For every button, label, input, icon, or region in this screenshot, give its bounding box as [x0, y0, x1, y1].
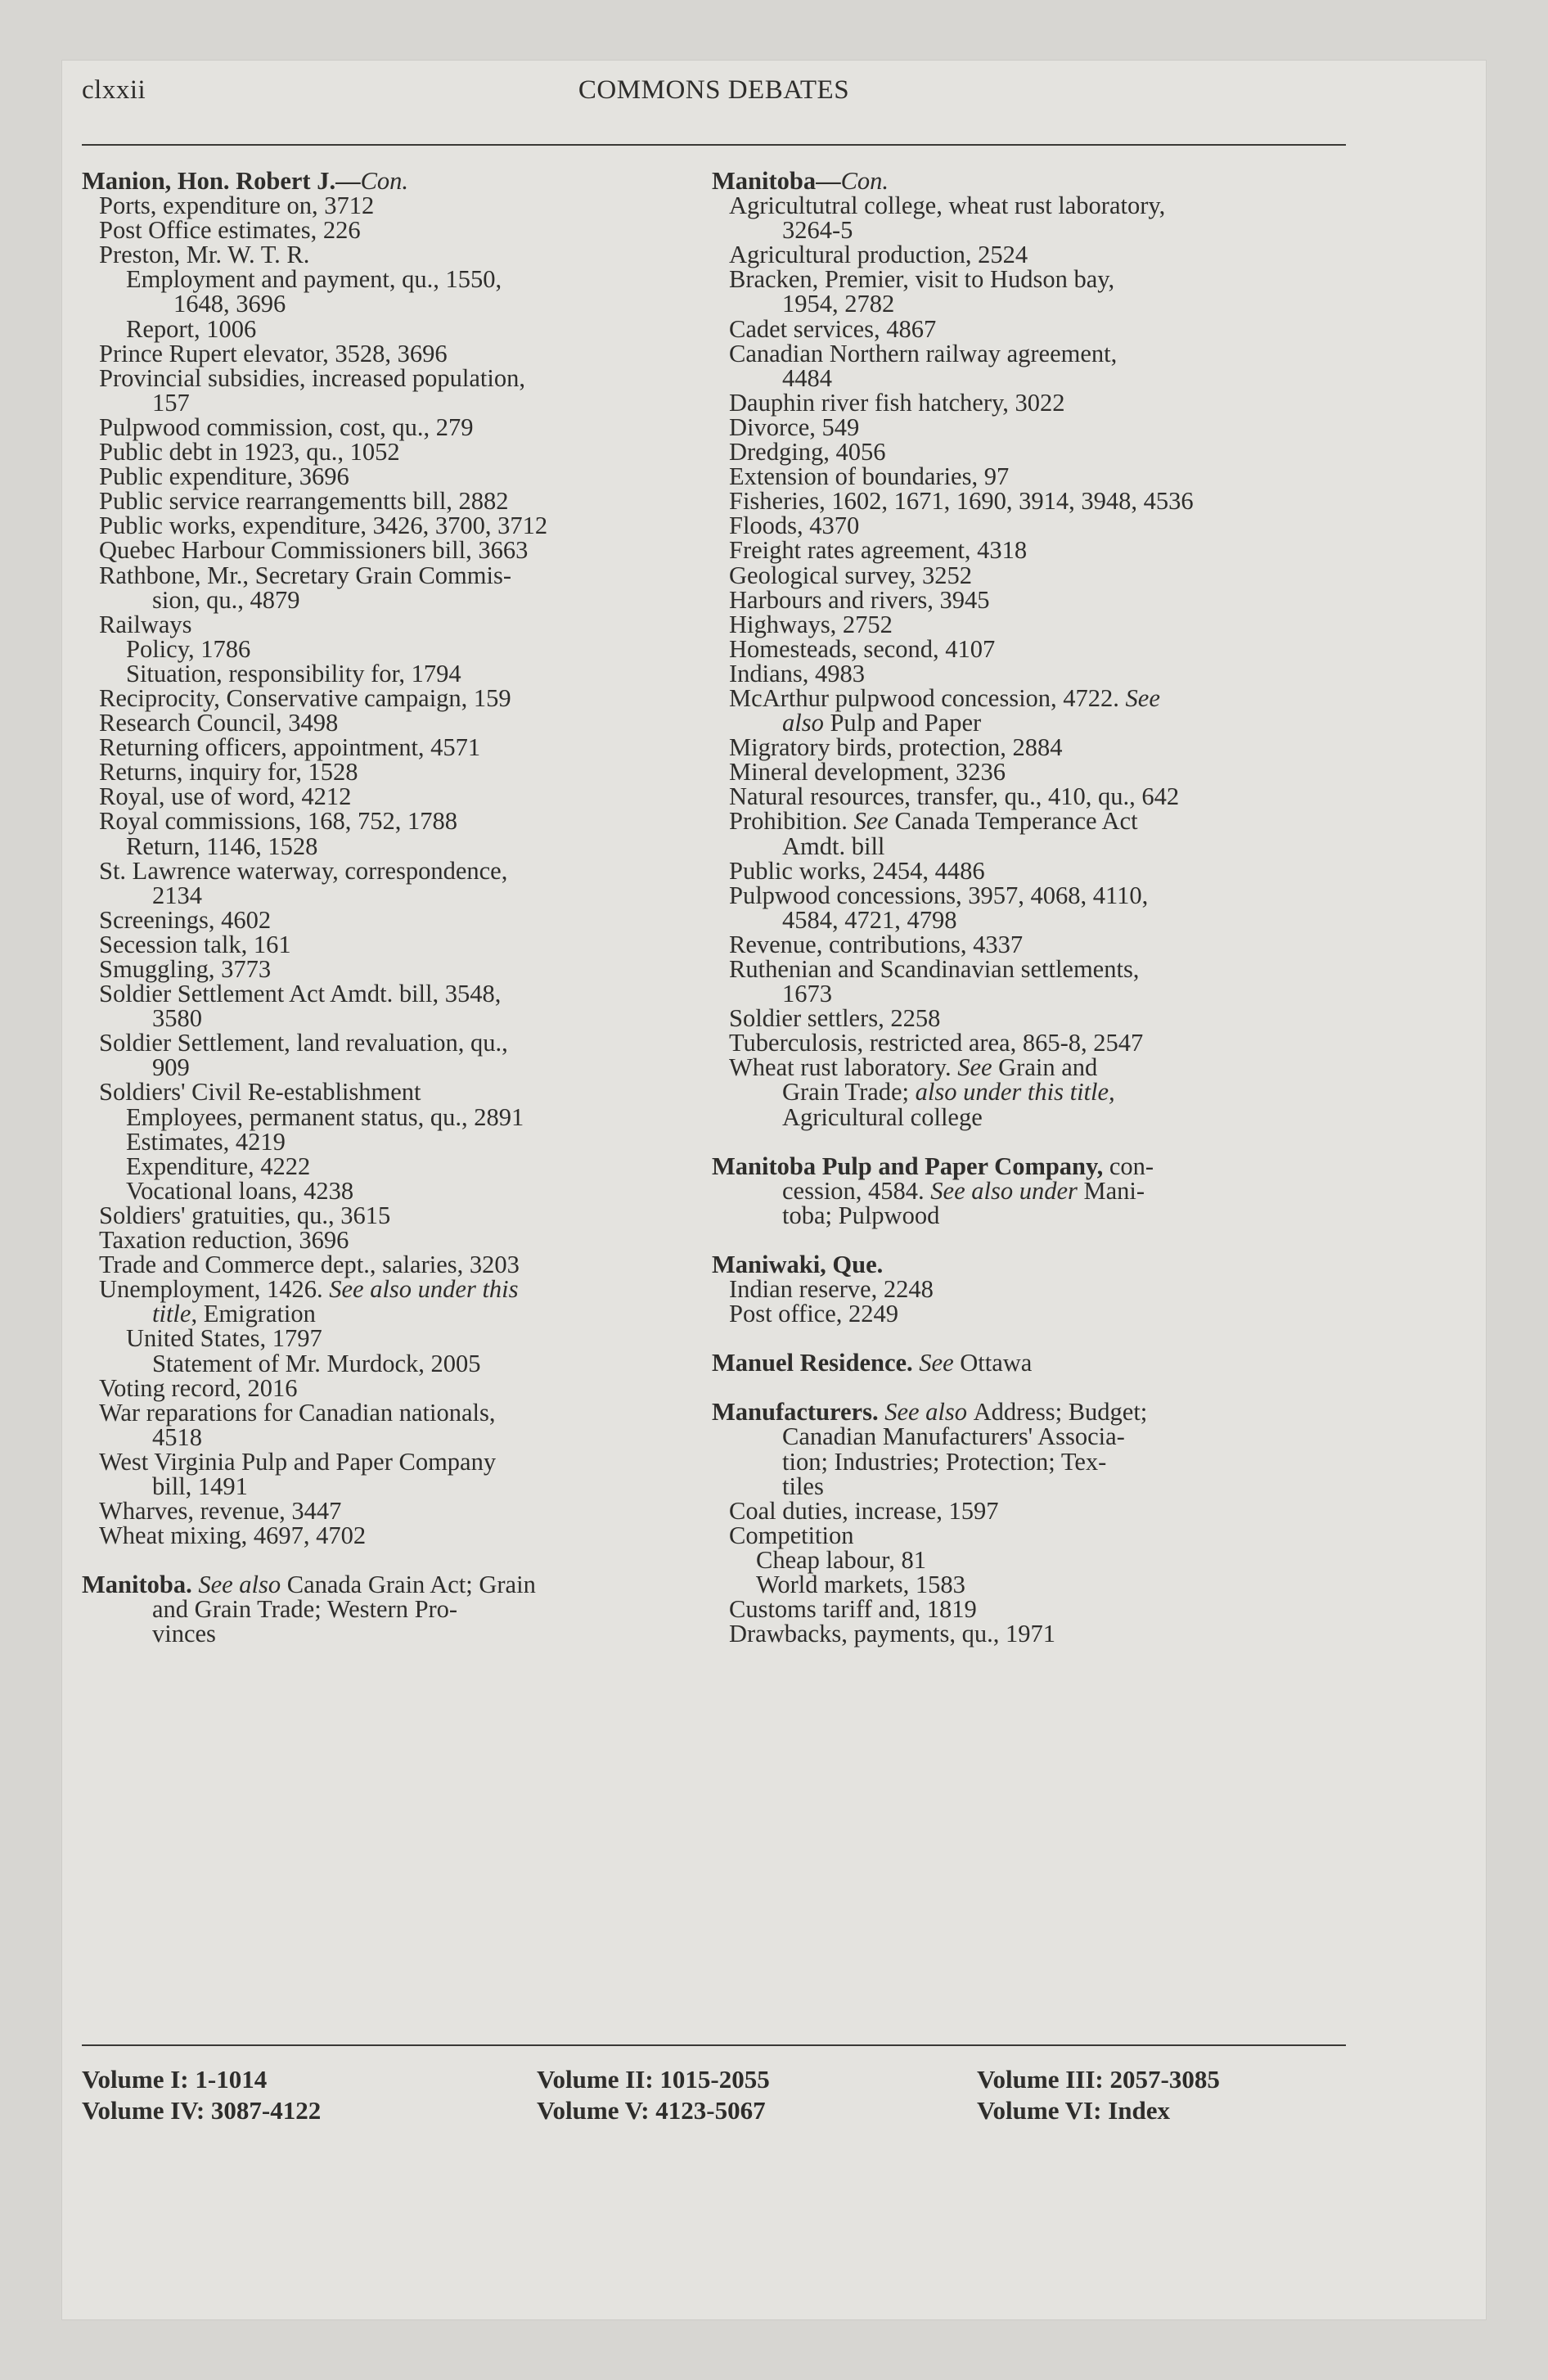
index-entry: Competition	[729, 1521, 854, 1549]
index-entry: Public service rearrangementts bill, 2882	[99, 487, 509, 516]
index-entry: Preston, Mr. W. T. R.	[99, 241, 310, 269]
index-entry: Pulpwood commission, cost, qu., 279	[99, 412, 474, 441]
index-entry: 909	[152, 1053, 190, 1082]
index-entry: Soldier Settlement, land revaluation, qu.,	[99, 1029, 508, 1057]
index-entry: Rathbone, Mr., Secretary Grain Commis-	[99, 561, 511, 589]
index-entry: Freight rates agreement, 4318	[729, 536, 1028, 565]
index-entry: 4584, 4721, 4798	[782, 905, 957, 934]
index-entry: Soldier Settlement Act Amdt. bill, 3548,	[99, 980, 502, 1008]
index-entry: Dauphin river fish hatchery, 3022	[729, 388, 1065, 417]
index-entry: Post office, 2249	[729, 1300, 898, 1328]
index-heading: Manitoba. See also Canada Grain Act; Grain	[82, 1571, 536, 1599]
index-entry: and Grain Trade; Western Pro-	[152, 1595, 458, 1624]
index-entry: Natural resources, transfer, qu., 410, qu., 642	[729, 782, 1180, 811]
index-entry: Bracken, Premier, visit to Hudson bay,	[729, 265, 1115, 294]
index-entry: Geological survey, 3252	[729, 561, 973, 589]
index-entry: Wheat rust laboratory. See Grain and	[729, 1053, 1098, 1082]
index-entry: United States, 1797	[126, 1324, 322, 1353]
index-entry: Mineral development, 3236	[729, 758, 1006, 787]
index-entry: Royal, use of word, 4212	[99, 782, 352, 811]
index-entry: Agricultutral college, wheat rust laboratory,	[729, 192, 1166, 220]
index-entry: Dredging, 4056	[729, 438, 886, 467]
index-entry: Wheat mixing, 4697, 4702	[99, 1521, 367, 1550]
index-entry: McArthur pulpwood concession, 4722. See	[729, 683, 1160, 712]
index-entry: Returning officers, appointment, 4571	[99, 733, 481, 762]
index-entry: vinces	[152, 1620, 216, 1648]
index-entry: Statement of Mr. Murdock, 2005	[152, 1349, 481, 1377]
index-heading: Manitoba Pulp and Paper Company, con-	[712, 1152, 1154, 1180]
entry-spacer	[712, 1129, 1346, 1154]
index-entry: Unemployment, 1426. See also under this	[99, 1275, 519, 1304]
index-entry: 1673	[782, 980, 832, 1008]
index-entry: Smuggling, 3773	[99, 955, 272, 983]
index-entry: World markets, 1583	[756, 1570, 965, 1598]
index-entry: Indians, 4983	[729, 659, 866, 687]
index-entry: Taxation reduction, 3696	[99, 1226, 349, 1255]
entry-spacer	[712, 1375, 1346, 1400]
index-entry: cession, 4584. See also under Mani-	[782, 1176, 1145, 1205]
index-entry: Cadet services, 4867	[729, 314, 937, 343]
index-entry: 1954, 2782	[782, 290, 895, 318]
index-entry: tiles	[782, 1472, 824, 1500]
page-number: clxxii	[82, 75, 146, 105]
index-entry: Coal duties, increase, 1597	[729, 1496, 999, 1525]
index-entry: Employees, permanent status, qu., 2891	[126, 1102, 524, 1131]
index-entry: Pulpwood concessions, 3957, 4068, 4110,	[729, 881, 1149, 909]
entry-spacer	[712, 1228, 1346, 1252]
index-entry: Soldier settlers, 2258	[729, 1004, 941, 1033]
volume-1-range: Volume I: 1-1014	[82, 2065, 268, 2094]
index-entry: 4518	[152, 1422, 202, 1451]
index-entry: Return, 1146, 1528	[126, 832, 318, 860]
entry-spacer	[712, 1326, 1346, 1350]
index-entry: Cheap labour, 81	[756, 1545, 926, 1574]
index-entry: Policy, 1786	[126, 634, 251, 663]
index-entry: Trade and Commerce dept., salaries, 3203	[99, 1251, 520, 1279]
index-entry: bill, 1491	[152, 1472, 248, 1500]
volume-3-range: Volume III: 2057-3085	[977, 2065, 1220, 2094]
volume-6-range: Volume VI: Index	[977, 2096, 1170, 2125]
index-entry: Estimates, 4219	[126, 1127, 286, 1156]
index-entry: Wharves, revenue, 3447	[99, 1497, 342, 1526]
page-header	[82, 75, 1346, 124]
index-column-left	[82, 169, 691, 1647]
index-entry: Agricultural production, 2524	[729, 241, 1028, 269]
index-entry: 3264-5	[782, 216, 853, 245]
header-rule	[82, 144, 1346, 146]
index-entry: Extension of boundaries, 97	[729, 462, 1010, 491]
index-entry: Voting record, 2016	[99, 1373, 298, 1402]
page-title: COMMONS DEBATES	[578, 75, 850, 105]
index-entry: Soldiers' gratuities, qu., 3615	[99, 1201, 391, 1229]
index-entry: Employment and payment, qu., 1550,	[126, 265, 502, 294]
index-entry: Ports, expenditure on, 3712	[99, 192, 375, 220]
index-entry: Customs tariff and, 1819	[729, 1595, 977, 1624]
index-entry: sion, qu., 4879	[152, 585, 300, 614]
index-entry: 3580	[152, 1004, 202, 1033]
index-entry: Floods, 4370	[729, 512, 860, 540]
index-entry: Screenings, 4602	[99, 905, 272, 934]
index-entry: Homesteads, second, 4107	[729, 634, 996, 663]
index-entry: St. Lawrence waterway, correspondence,	[99, 856, 508, 885]
index-entry: Canadian Northern railway agreement,	[729, 339, 1118, 367]
index-entry: Public works, 2454, 4486	[729, 856, 985, 885]
index-entry: tion; Industries; Protection; Tex-	[782, 1447, 1107, 1476]
index-entry: Agricultural college	[782, 1102, 983, 1131]
index-entry: Quebec Harbour Commissioners bill, 3663	[99, 536, 529, 565]
volume-4-range: Volume IV: 3087-4122	[82, 2096, 322, 2125]
index-heading: Manitoba—Con.	[712, 167, 889, 195]
index-entry: Situation, responsibility for, 1794	[126, 659, 461, 687]
index-entry: Drawbacks, payments, qu., 1971	[729, 1620, 1055, 1648]
index-entry: Highways, 2752	[729, 610, 893, 638]
index-entry: West Virginia Pulp and Paper Company	[99, 1447, 497, 1476]
index-entry: Amdt. bill	[782, 832, 885, 860]
index-entry: Public expenditure, 3696	[99, 462, 349, 491]
index-entry: Post Office estimates, 226	[99, 216, 361, 245]
index-entry: title, Emigration	[152, 1300, 316, 1328]
index-entry: Prohibition. See Canada Temperance Act	[729, 807, 1138, 836]
index-entry: toba; Pulpwood	[782, 1201, 940, 1229]
index-entry: Indian reserve, 2248	[729, 1275, 934, 1304]
index-entry: Expenditure, 4222	[126, 1152, 311, 1180]
index-heading: Maniwaki, Que.	[712, 1250, 884, 1278]
index-entry: Migratory birds, protection, 2884	[729, 733, 1063, 762]
index-entry: Railways	[99, 610, 192, 638]
index-entry: Soldiers' Civil Re-establishment	[99, 1078, 421, 1107]
index-entry: Royal commissions, 168, 752, 1788	[99, 807, 458, 836]
index-entry: Report, 1006	[126, 314, 257, 343]
index-entry: War reparations for Canadian nationals,	[99, 1398, 496, 1427]
index-entry: Reciprocity, Conservative campaign, 159	[99, 683, 511, 712]
volume-5-range: Volume V: 4123-5067	[537, 2096, 766, 2125]
index-entry: Vocational loans, 4238	[126, 1176, 354, 1205]
index-entry: Prince Rupert elevator, 3528, 3696	[99, 339, 448, 367]
index-entry: Harbours and rivers, 3945	[729, 585, 990, 614]
volume-2-range: Volume II: 1015-2055	[537, 2065, 770, 2094]
index-entry: Grain Trade; also under this title,	[782, 1078, 1115, 1107]
index-entry: also Pulp and Paper	[782, 709, 982, 737]
index-entry: Public debt in 1923, qu., 1052	[99, 438, 400, 467]
index-entry: Research Council, 3498	[99, 709, 339, 737]
index-entry: Tuberculosis, restricted area, 865-8, 2547	[729, 1029, 1144, 1057]
index-entry: 4484	[782, 363, 832, 392]
index-heading: Manufacturers. See also Address; Budget;	[712, 1398, 1148, 1427]
index-heading: Manuel Residence. See Ottawa	[712, 1349, 1033, 1377]
index-entry: 157	[152, 388, 190, 417]
index-entry: Fisheries, 1602, 1671, 1690, 3914, 3948, 4536	[729, 487, 1194, 516]
index-entry: Returns, inquiry for, 1528	[99, 758, 358, 787]
index-heading: Manion, Hon. Robert J.—Con.	[82, 167, 409, 195]
index-entry: Revenue, contributions, 4337	[729, 930, 1024, 958]
index-entry: Provincial subsidies, increased population,	[99, 363, 525, 392]
index-column-right	[712, 169, 1346, 1646]
index-entry: Canadian Manufacturers' Associa-	[782, 1422, 1125, 1451]
index-entry: 1648, 3696	[173, 290, 286, 318]
entry-spacer	[82, 1548, 691, 1572]
footer-rule	[82, 2044, 1346, 2046]
index-entry: Divorce, 549	[729, 412, 860, 441]
index-entry: Secession talk, 161	[99, 930, 291, 958]
index-entry: Public works, expenditure, 3426, 3700, 3712	[99, 512, 548, 540]
index-entry: Ruthenian and Scandinavian settlements,	[729, 955, 1140, 983]
index-entry: 2134	[152, 881, 202, 909]
